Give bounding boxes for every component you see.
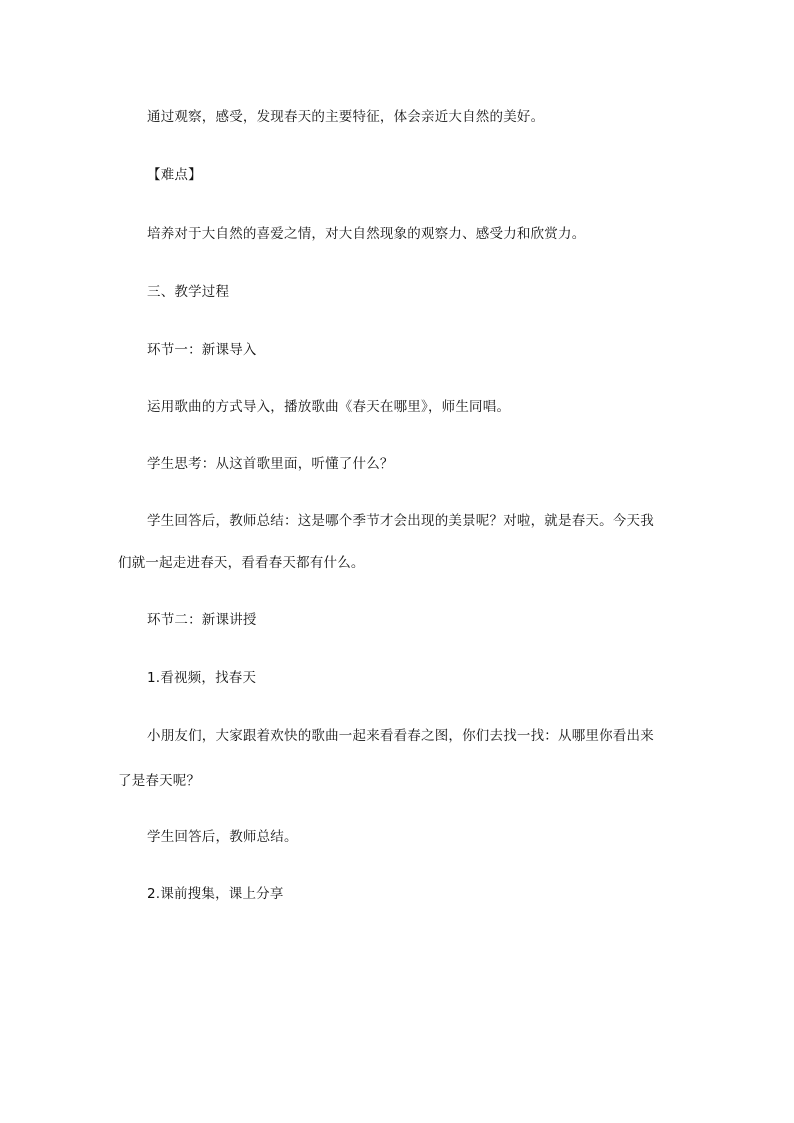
stage-two-heading: 环节二：新课讲授 xyxy=(147,612,257,628)
paragraph-student-thinking: 学生思考：从这首歌里面，听懂了什么？ xyxy=(147,456,394,472)
paragraph-difficulty: 培养对于大自然的喜爱之情，对大自然现象的观察力、感受力和欣赏力。 xyxy=(147,226,586,242)
paragraph-find-spring-line1: 小朋友们，大家跟着欢快的歌曲一起来看看春之图，你们去找一找：从哪里你看出来 xyxy=(147,728,654,744)
stage-one-heading: 环节一：新课导入 xyxy=(147,342,257,358)
paragraph-observation-goal: 通过观察，感受，发现春天的主要特征，体会亲近大自然的美好。 xyxy=(147,109,545,125)
section-heading-teaching-process: 三、教学过程 xyxy=(147,284,230,300)
paragraph-teacher-summary-line1: 学生回答后，教师总结：这是哪个季节才会出现的美景呢？对啦，就是春天。今天我 xyxy=(147,513,654,529)
paragraph-teacher-summary-line2: 们就一起走进春天，看看春天都有什么。 xyxy=(118,555,365,571)
list-item-watch-video: 1.看视频，找春天 xyxy=(147,670,257,686)
paragraph-teacher-conclusion: 学生回答后，教师总结。 xyxy=(147,829,298,845)
list-item-collect-share: 2.课前搜集，课上分享 xyxy=(147,886,284,902)
paragraph-find-spring-line2: 了是春天呢？ xyxy=(118,773,201,789)
difficulty-heading: 【难点】 xyxy=(147,167,202,183)
paragraph-song-intro: 运用歌曲的方式导入，播放歌曲《春天在哪里》，师生同唱。 xyxy=(147,399,511,415)
